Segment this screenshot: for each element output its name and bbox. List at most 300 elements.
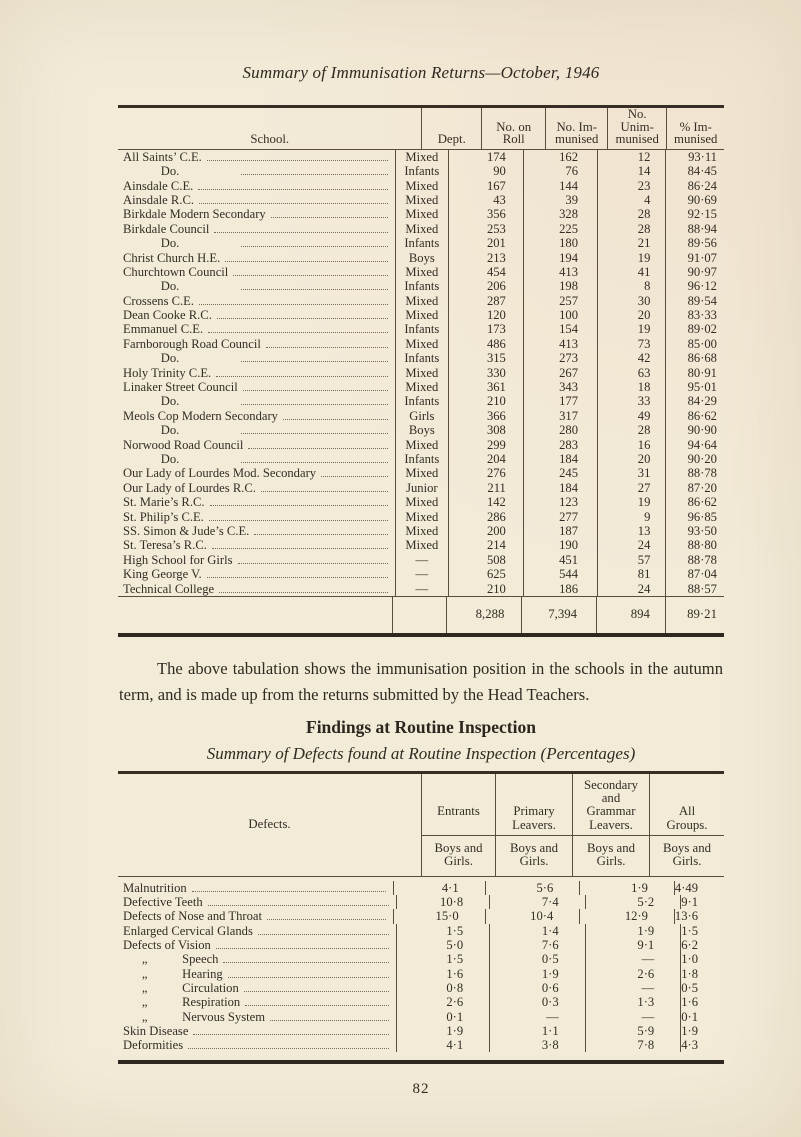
dotted-leader <box>216 948 389 949</box>
immunised-cell: 328 <box>523 207 597 221</box>
defect-cell <box>118 1010 396 1024</box>
unimmunised-cell: 30 <box>597 294 665 308</box>
dept-cell: Infants <box>395 351 448 365</box>
header-entrants-group <box>421 774 495 876</box>
dotted-leader <box>238 563 388 564</box>
school-cell <box>118 164 395 178</box>
defect-name: Malnutrition <box>123 880 187 895</box>
immunised-cell: 283 <box>523 438 597 452</box>
roll-cell: 211 <box>448 481 523 495</box>
dotted-leader <box>208 905 390 906</box>
dept-cell: Infants <box>395 164 448 178</box>
all-groups-value: 1·6 <box>680 995 724 1009</box>
entrants-value: 1·6 <box>396 967 489 981</box>
table-row <box>118 495 724 509</box>
school-cell <box>118 495 395 509</box>
table-row <box>118 582 724 596</box>
pct-cell: 89·02 <box>665 322 724 336</box>
school-cell <box>118 582 395 596</box>
dotted-leader <box>212 548 388 549</box>
defect-cell <box>118 938 396 952</box>
defect-name: „ Hearing <box>123 966 223 981</box>
unimmunised-cell: 28 <box>597 207 665 221</box>
dotted-leader <box>241 361 388 362</box>
primary-value: — <box>489 1010 585 1024</box>
defect-cell <box>118 924 396 938</box>
entrants-value: 15·0 <box>393 909 485 923</box>
dotted-leader <box>321 476 388 477</box>
table-row <box>118 409 724 423</box>
school-cell <box>118 337 395 351</box>
dotted-leader <box>254 534 387 535</box>
school-name: Birkdale Modern Secondary <box>123 207 266 222</box>
immunised-cell: 317 <box>523 409 597 423</box>
secondary-value: 9·1 <box>585 938 681 952</box>
roll-cell: 299 <box>448 438 523 452</box>
dept-cell: Boys <box>395 423 448 437</box>
secondary-value: 1·9 <box>585 924 681 938</box>
dept-cell: Junior <box>395 481 448 495</box>
dotted-leader <box>207 160 388 161</box>
table-row <box>118 423 724 437</box>
roll-cell: 625 <box>448 567 523 581</box>
defect-name: „ Respiration <box>123 995 241 1010</box>
unimmunised-cell: 73 <box>597 337 665 351</box>
unimmunised-cell: 18 <box>597 380 665 394</box>
unimmunised-cell: 24 <box>597 582 665 596</box>
table-row <box>118 394 724 408</box>
immunised-cell: 177 <box>523 394 597 408</box>
school-name: Ainsdale R.C. <box>123 192 195 207</box>
roll-cell: 356 <box>448 207 523 221</box>
roll-cell: 201 <box>448 236 523 250</box>
defect-cell <box>118 909 393 923</box>
unimmunised-cell: 20 <box>597 452 665 466</box>
total-unimmunised: 894 <box>596 597 665 633</box>
dotted-leader <box>241 404 388 405</box>
pct-cell: 86·62 <box>665 495 724 509</box>
entrants-value: 1·9 <box>396 1024 489 1038</box>
roll-cell: 315 <box>448 351 523 365</box>
roll-cell: 90 <box>448 164 523 178</box>
pct-cell: 90·69 <box>665 193 724 207</box>
defect-cell <box>118 995 396 1009</box>
unimmunised-cell: 57 <box>597 553 665 567</box>
immunised-cell: 76 <box>523 164 597 178</box>
defect-cell <box>118 1038 396 1052</box>
pct-cell: 84·45 <box>665 164 724 178</box>
defect-name: „ Circulation <box>123 980 239 995</box>
defect-name: Enlarged Cervical Glands <box>123 923 253 938</box>
immunised-cell: 198 <box>523 279 597 293</box>
table-row <box>118 366 724 380</box>
dept-cell: Mixed <box>395 150 448 164</box>
table-row <box>118 337 724 351</box>
header-no-on-roll: No. on Roll <box>481 108 545 149</box>
pct-cell: 94·64 <box>665 438 724 452</box>
all-groups-value: 13·6 <box>674 909 724 923</box>
immunised-cell: 273 <box>523 351 597 365</box>
pct-cell: 91·07 <box>665 251 724 265</box>
table-row <box>118 222 724 236</box>
school-name: All Saints’ C.E. <box>123 149 202 164</box>
roll-cell: 454 <box>448 265 523 279</box>
roll-cell: 204 <box>448 452 523 466</box>
pct-cell: 84·29 <box>665 394 724 408</box>
entrants-value: 4·1 <box>393 881 485 895</box>
table-row <box>118 981 724 995</box>
findings-subtitle: Summary of Defects found at Routine Inspection (Percentages) <box>206 743 636 763</box>
immunisation-table <box>118 105 724 637</box>
unimmunised-cell: 13 <box>597 524 665 538</box>
table-row <box>118 438 724 452</box>
roll-cell: 214 <box>448 538 523 552</box>
defect-cell <box>118 952 396 966</box>
dotted-leader <box>241 462 388 463</box>
dotted-leader <box>243 390 388 391</box>
pct-cell: 88·80 <box>665 538 724 552</box>
school-name: Churchtown Council <box>123 264 229 279</box>
pct-cell: 80·91 <box>665 366 724 380</box>
dotted-leader <box>241 246 388 247</box>
school-name: St. Teresa’s R.C. <box>123 538 207 553</box>
pct-cell: 88·57 <box>665 582 724 596</box>
secondary-value: — <box>585 952 681 966</box>
table-row <box>118 952 724 966</box>
table-row <box>118 236 724 250</box>
table-row <box>118 207 724 221</box>
unimmunised-cell: 8 <box>597 279 665 293</box>
dotted-leader <box>188 1048 389 1049</box>
entrants-value: 10·8 <box>396 895 489 909</box>
all-groups-value: 9·1 <box>680 895 724 909</box>
table-row <box>118 895 724 909</box>
header-no-immunised: No. Im- munised <box>545 108 607 149</box>
dept-cell: Mixed <box>395 524 448 538</box>
school-name: High School for Girls <box>123 552 233 567</box>
dept-cell: Mixed <box>395 337 448 351</box>
school-name: Do. <box>123 423 236 438</box>
primary-value: 7·4 <box>489 895 585 909</box>
immunised-cell: 343 <box>523 380 597 394</box>
table-row <box>118 881 724 895</box>
defect-name: Defects of Vision <box>123 938 211 953</box>
immunised-cell: 144 <box>523 179 597 193</box>
dept-cell: Mixed <box>395 466 448 480</box>
roll-cell: 486 <box>448 337 523 351</box>
primary-value: 5·6 <box>485 881 580 895</box>
defects-table-body <box>118 877 724 1061</box>
school-name: Do. <box>123 451 236 466</box>
school-name: SS. Simon & Jude’s C.E. <box>123 523 250 538</box>
table-row <box>118 351 724 365</box>
table-row <box>118 251 724 265</box>
school-cell <box>118 222 395 236</box>
dept-cell: Mixed <box>395 438 448 452</box>
dept-cell: Mixed <box>395 510 448 524</box>
roll-cell: 120 <box>448 308 523 322</box>
entrants-value: 4·1 <box>396 1038 489 1052</box>
school-name: Dean Cooke R.C. <box>123 308 212 323</box>
immunised-cell: 184 <box>523 481 597 495</box>
primary-value: 1·4 <box>489 924 585 938</box>
immunised-cell: 180 <box>523 236 597 250</box>
total-roll: 8,288 <box>446 597 521 633</box>
immunised-cell: 245 <box>523 466 597 480</box>
dotted-leader <box>199 304 388 305</box>
unimmunised-cell: 19 <box>597 322 665 336</box>
school-name: Do. <box>123 164 236 179</box>
table-row <box>118 164 724 178</box>
dotted-leader <box>192 891 386 892</box>
dotted-leader <box>207 577 388 578</box>
roll-cell: 200 <box>448 524 523 538</box>
subheader-boys-girls: Boys and Girls. <box>650 835 724 876</box>
unimmunised-cell: 4 <box>597 193 665 207</box>
dotted-leader <box>223 962 389 963</box>
immunised-cell: 413 <box>523 337 597 351</box>
table-row <box>118 567 724 581</box>
table-row <box>118 308 724 322</box>
school-name: Linaker Street Council <box>123 380 238 395</box>
dotted-leader <box>225 261 387 262</box>
page-title: Summary of Immunisation Returns—October, 1946 <box>242 63 600 82</box>
primary-value: 0·5 <box>489 952 585 966</box>
header-no-unimmunised: No. Unim- munised <box>607 108 667 149</box>
dept-cell: Boys <box>395 251 448 265</box>
subheader-boys-girls: Boys and Girls. <box>573 835 649 876</box>
dept-cell: — <box>395 582 448 596</box>
defect-name: „ Speech <box>123 952 219 967</box>
school-name: St. Marie’s R.C. <box>123 495 205 510</box>
entrants-value: 2·6 <box>396 995 489 1009</box>
primary-value: 7·6 <box>489 938 585 952</box>
dept-cell: Mixed <box>395 193 448 207</box>
primary-value: 1·1 <box>489 1024 585 1038</box>
table-row <box>118 510 724 524</box>
primary-value: 0·6 <box>489 981 585 995</box>
pct-cell: 83·33 <box>665 308 724 322</box>
table-row <box>118 995 724 1009</box>
unimmunised-cell: 81 <box>597 567 665 581</box>
header-all-groups-label: All Groups. <box>666 804 708 832</box>
pct-cell: 87·04 <box>665 567 724 581</box>
dept-cell: Infants <box>395 394 448 408</box>
table-row <box>118 1024 724 1038</box>
immunised-cell: 544 <box>523 567 597 581</box>
dept-cell: Infants <box>395 279 448 293</box>
findings-heading: Findings at Routine Inspection <box>306 716 536 737</box>
table-row <box>118 380 724 394</box>
unimmunised-cell: 9 <box>597 510 665 524</box>
dotted-leader <box>208 332 388 333</box>
school-cell <box>118 279 395 293</box>
unimmunised-cell: 19 <box>597 251 665 265</box>
immunised-cell: 162 <box>523 150 597 164</box>
school-cell <box>118 294 395 308</box>
pct-cell: 92·15 <box>665 207 724 221</box>
defect-name: Defective Teeth <box>123 895 203 910</box>
dept-cell: Mixed <box>395 294 448 308</box>
school-cell <box>118 466 395 480</box>
unimmunised-cell: 19 <box>597 495 665 509</box>
school-cell <box>118 265 395 279</box>
immunised-cell: 257 <box>523 294 597 308</box>
pct-cell: 85·00 <box>665 337 724 351</box>
school-name: Our Lady of Lourdes Mod. Secondary <box>123 466 317 481</box>
dotted-leader <box>283 419 388 420</box>
secondary-value: 1·9 <box>579 881 674 895</box>
table-row <box>118 1010 724 1024</box>
dept-cell: Girls <box>395 409 448 423</box>
dept-cell: Mixed <box>395 380 448 394</box>
dotted-leader <box>209 520 388 521</box>
table-row <box>118 553 724 567</box>
defect-name: Deformities <box>123 1038 184 1053</box>
school-name: Do. <box>123 394 236 409</box>
dept-cell: Mixed <box>395 207 448 221</box>
roll-cell: 167 <box>448 179 523 193</box>
dotted-leader <box>258 934 389 935</box>
primary-value: 10·4 <box>485 909 580 923</box>
all-groups-value: 4·49 <box>674 881 724 895</box>
school-name: Farnborough Road Council <box>123 336 261 351</box>
all-groups-value: 6·2 <box>680 938 724 952</box>
pct-cell: 95·01 <box>665 380 724 394</box>
dept-cell: Mixed <box>395 495 448 509</box>
table-row <box>118 538 724 552</box>
roll-cell: 213 <box>448 251 523 265</box>
dotted-leader <box>214 232 387 233</box>
total-pct: 89·21 <box>665 597 724 633</box>
secondary-value: 5·2 <box>585 895 681 909</box>
unimmunised-cell: 21 <box>597 236 665 250</box>
immunisation-table-body <box>118 150 724 596</box>
entrants-value: 1·5 <box>396 924 489 938</box>
pct-cell: 89·56 <box>665 236 724 250</box>
dotted-leader <box>228 977 390 978</box>
dept-cell: Infants <box>395 452 448 466</box>
school-cell <box>118 423 395 437</box>
dotted-leader <box>210 505 388 506</box>
unimmunised-cell: 27 <box>597 481 665 495</box>
school-cell <box>118 452 395 466</box>
table-row <box>118 265 724 279</box>
table-row <box>118 150 724 164</box>
pct-cell: 96·85 <box>665 510 724 524</box>
header-primary-group <box>495 774 572 876</box>
school-name: Christ Church H.E. <box>123 250 221 265</box>
dept-cell: Mixed <box>395 179 448 193</box>
unimmunised-cell: 16 <box>597 438 665 452</box>
unimmunised-cell: 24 <box>597 538 665 552</box>
immunised-cell: 451 <box>523 553 597 567</box>
table-row <box>118 193 724 207</box>
unimmunised-cell: 14 <box>597 164 665 178</box>
immunisation-table-header <box>118 108 724 150</box>
school-name: Meols Cop Modern Secondary <box>123 408 278 423</box>
dotted-leader <box>244 991 390 992</box>
table-row <box>118 924 724 938</box>
all-groups-value: 0·5 <box>680 981 724 995</box>
pct-cell: 86·68 <box>665 351 724 365</box>
roll-cell: 287 <box>448 294 523 308</box>
defect-name: „ Nervous System <box>123 1009 266 1024</box>
all-groups-value: 1·9 <box>680 1024 724 1038</box>
table-row <box>118 967 724 981</box>
immunised-cell: 277 <box>523 510 597 524</box>
unimmunised-cell: 63 <box>597 366 665 380</box>
school-cell <box>118 251 395 265</box>
roll-cell: 366 <box>448 409 523 423</box>
roll-cell: 142 <box>448 495 523 509</box>
dotted-leader <box>267 919 386 920</box>
school-cell <box>118 510 395 524</box>
explanatory-paragraph: The above tabulation shows the immunisation position in the schools in the autumn term, and is made up from the returns submitted by the Head Teachers. <box>119 658 723 704</box>
dotted-leader <box>241 174 388 175</box>
unimmunised-cell: 28 <box>597 222 665 236</box>
school-name: Birkdale Council <box>123 221 210 236</box>
school-cell <box>118 351 395 365</box>
roll-cell: 206 <box>448 279 523 293</box>
school-cell <box>118 481 395 495</box>
unimmunised-cell: 23 <box>597 179 665 193</box>
unimmunised-cell: 12 <box>597 150 665 164</box>
dotted-leader <box>245 1005 389 1006</box>
roll-cell: 253 <box>448 222 523 236</box>
immunised-cell: 39 <box>523 193 597 207</box>
dotted-leader <box>270 1020 389 1021</box>
dept-cell: Infants <box>395 236 448 250</box>
immunised-cell: 194 <box>523 251 597 265</box>
roll-cell: 210 <box>448 394 523 408</box>
defect-cell <box>118 967 396 981</box>
defect-cell <box>118 895 396 909</box>
pct-cell: 90·97 <box>665 265 724 279</box>
school-cell <box>118 179 395 193</box>
entrants-value: 5·0 <box>396 938 489 952</box>
secondary-value: 7·8 <box>585 1038 681 1052</box>
school-name: Do. <box>123 236 236 251</box>
dept-cell: — <box>395 567 448 581</box>
unimmunised-cell: 20 <box>597 308 665 322</box>
roll-cell: 173 <box>448 322 523 336</box>
roll-cell: 508 <box>448 553 523 567</box>
school-cell <box>118 308 395 322</box>
dotted-leader <box>261 491 388 492</box>
dotted-leader <box>233 275 387 276</box>
primary-value: 1·9 <box>489 967 585 981</box>
roll-cell: 210 <box>448 582 523 596</box>
total-immunised: 7,394 <box>521 597 596 633</box>
header-entrants: Entrants <box>437 804 480 819</box>
defects-table <box>118 771 724 1065</box>
header-all-groups <box>649 774 724 876</box>
immunised-cell: 123 <box>523 495 597 509</box>
unimmunised-cell: 33 <box>597 394 665 408</box>
school-name: Ainsdale C.E. <box>123 178 194 193</box>
table-row <box>118 466 724 480</box>
all-groups-value: 1·5 <box>680 924 724 938</box>
dept-cell: Mixed <box>395 222 448 236</box>
dept-cell: Infants <box>395 322 448 336</box>
table-row <box>118 909 724 923</box>
entrants-value: 1·5 <box>396 952 489 966</box>
school-cell <box>118 553 395 567</box>
roll-cell: 43 <box>448 193 523 207</box>
header-primary-leavers: Primary Leavers. <box>512 804 556 832</box>
immunised-cell: 187 <box>523 524 597 538</box>
